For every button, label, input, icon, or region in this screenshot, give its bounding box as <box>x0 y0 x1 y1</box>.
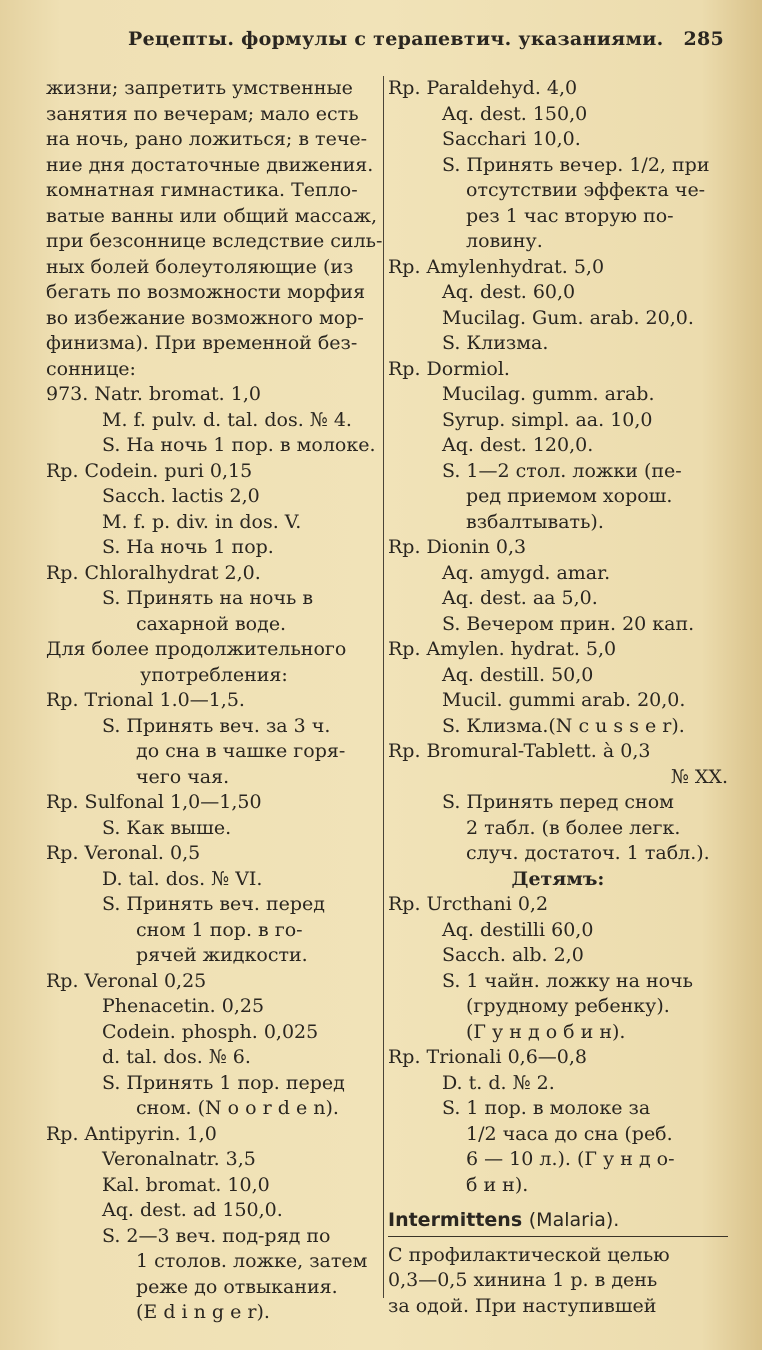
text-line: при безсоннице вследствие силь- <box>46 230 383 252</box>
recipe-line: Mucilag. gumm. arab. <box>442 383 655 405</box>
recipe-line: Aq. dest. 60,0 <box>442 281 576 303</box>
recipe-number-line: 973. Natr. bromat. 1,0 <box>46 383 261 405</box>
recipe-line: ловину. <box>466 230 543 252</box>
recipe-line: Rp. Dionin 0,3 <box>388 536 527 558</box>
recipe-line: сахарной воде. <box>136 612 287 635</box>
recipe-line: Sacchari 10,0. <box>442 128 581 150</box>
text-line: ние дня достаточные движения. <box>46 153 374 176</box>
recipe-line: Rp. Sulfonal 1,0—1,50 <box>46 791 262 813</box>
recipe-line: S. Клизма.(N c u s s e r). <box>442 714 685 737</box>
recipe-line: Veronalnatr. 3,5 <box>102 1148 256 1170</box>
recipe-line: S. 1 чайн. ложку на ночь <box>442 969 693 992</box>
section-subtitle: (Malaria). <box>528 1209 620 1231</box>
recipe-line: (E d i n g e r). <box>136 1301 270 1323</box>
recipe-line: Sacch. alb. 2,0 <box>442 944 584 966</box>
text-line: за одой. При наступившей <box>388 1294 657 1317</box>
text-line: ных болей болеутоляющие (из <box>46 255 354 278</box>
recipe-line: D. tal. dos. № VI. <box>102 867 263 890</box>
section-title: Intermittens <box>388 1209 523 1231</box>
text-line: во избежание возможного мор- <box>46 306 364 329</box>
recipe-line: Rp. Amylenhydrat. 5,0 <box>388 255 605 278</box>
recipe-line: S. На ночь 1 пор. <box>102 536 274 558</box>
recipe-line: Aq. dest. ad 150,0. <box>102 1199 283 1221</box>
recipe-line: S. 1 пор. в молоке за <box>442 1097 651 1119</box>
column-divider <box>383 76 384 1298</box>
recipe-line: S. Вечером прин. 20 кап. <box>442 612 695 635</box>
recipe-line: Phenacetin. 0,25 <box>102 995 265 1017</box>
recipe-line: d. tal. dos. № 6. <box>102 1046 251 1068</box>
recipe-line: сном 1 пор. в го- <box>136 918 303 941</box>
recipe-line: б и н). <box>466 1173 529 1196</box>
recipe-line: Mucil. gummi arab. 20,0. <box>442 689 686 711</box>
recipe-line: Mucilag. Gum. arab. 20,0. <box>442 306 694 329</box>
recipe-line: ред приемом хорош. <box>466 485 673 507</box>
recipe-line: Rp. Veronal. 0,5 <box>46 842 201 864</box>
recipe-line: 6 — 10 л.). (Г у н д о- <box>466 1148 675 1170</box>
recipe-line: S. 1—2 стол. ложки (пе- <box>442 459 682 482</box>
recipe-line: Aq. dest. 120,0. <box>442 434 594 456</box>
text-line: Для более продолжительного <box>46 638 347 660</box>
recipe-line: Rp. Paraldehyd. 4,0 <box>388 77 578 99</box>
recipe-line: Rp. Antipyrin. 1,0 <box>46 1122 217 1145</box>
recipe-line: сном. (N o o r d e n). <box>136 1097 339 1119</box>
recipe-line: S. Клизма. <box>442 332 549 354</box>
recipe-line: S. Принять 1 пор. перед <box>102 1071 345 1094</box>
recipe-line: M. f. p. div. in dos. V. <box>102 510 302 533</box>
text-line: ватые ванны или общий массаж, <box>46 204 378 227</box>
recipe-line: Aq. dest. 150,0 <box>442 102 588 125</box>
recipe-line: реже до отвыкания. <box>136 1275 338 1298</box>
recipe-line: S. Принять веч. перед <box>102 893 325 915</box>
recipe-line: Rp. Trionali 0,6—0,8 <box>388 1046 588 1068</box>
recipe-line: № XX. <box>670 765 728 788</box>
recipe-line: взбалтывать). <box>466 510 604 533</box>
recipe-line: рез 1 час вторую по- <box>466 204 674 227</box>
recipe-line: Aq. amygd. amar. <box>442 561 611 584</box>
page-number: 285 <box>683 28 724 50</box>
recipe-line: Rp. Veronal 0,25 <box>46 969 207 992</box>
recipe-line: Rp. Chloralhydrat 2,0. <box>46 561 261 584</box>
text-line: занятия по вечерам; мало есть <box>46 102 359 125</box>
recipe-line: Syrup. simpl. aa. 10,0 <box>442 408 653 431</box>
right-column <box>388 76 728 1319</box>
text-line: 0,3—0,5 хинина 1 р. в день <box>388 1269 658 1291</box>
recipe-line: S. Принять веч. за 3 ч. <box>102 714 331 737</box>
recipe-line: S. Принять вечер. 1/2, при <box>442 153 710 176</box>
text-line: комнатная гимнастика. Тепло- <box>46 179 358 201</box>
text-line: употребления: <box>140 663 288 686</box>
recipe-line: M. f. pulv. d. tal. dos. № 4. <box>102 408 352 431</box>
text-line: на ночь, рано ложиться; в тече- <box>46 128 368 150</box>
header-title: Рецепты. формулы с терапевтич. указаниями. <box>128 28 664 50</box>
recipe-line: S. Принять на ночь в <box>102 587 314 609</box>
recipe-line: Codein. phosph. 0,025 <box>102 1020 319 1043</box>
recipe-line: 1 столов. ложке, затем <box>136 1250 368 1272</box>
text-line: С профилактической целью <box>388 1243 670 1266</box>
left-column <box>46 76 382 1326</box>
recipe-line: Rp. Dormiol. <box>388 357 510 380</box>
running-header <box>128 28 724 58</box>
recipe-line: Rp. Codein. puri 0,15 <box>46 459 253 482</box>
recipe-line: Rp. Bromural-Tablett. à 0,3 <box>388 740 651 762</box>
recipe-line: (грудному ребенку). <box>466 995 670 1017</box>
recipe-line: чего чая. <box>136 765 230 788</box>
section-heading <box>388 1208 728 1237</box>
text-line: бегать по возможности морфия <box>46 281 366 303</box>
subheading: Детямъ: <box>511 867 605 890</box>
recipe-line: Aq. dest. aa 5,0. <box>442 587 598 609</box>
recipe-line: Aq. destill. 50,0 <box>442 663 594 686</box>
recipe-line: S. Как выше. <box>102 816 232 839</box>
text-line: финизма). При временной без- <box>46 332 358 354</box>
text-line: жизни; запретить умственные <box>46 77 353 99</box>
recipe-line: Sacch. lactis 2,0 <box>102 485 260 507</box>
recipe-line: отсутствии эффекта че- <box>466 179 706 201</box>
recipe-line: рячей жидкости. <box>136 944 308 966</box>
recipe-line: Rp. Trional 1.0—1,5. <box>46 689 245 711</box>
recipe-line: 2 табл. (в более легк. <box>466 816 681 839</box>
recipe-line: S. На ночь 1 пор. в молоке. <box>102 434 376 456</box>
recipe-line: Aq. destilli 60,0 <box>442 918 594 941</box>
recipe-line: S. Принять перед сном <box>442 791 674 813</box>
text-line: соннице: <box>46 357 136 380</box>
recipe-line: D. t. d. № 2. <box>442 1071 555 1094</box>
recipe-line: 1/2 часа до сна (реб. <box>466 1122 673 1145</box>
recipe-line: случ. достаточ. 1 табл.). <box>466 842 710 864</box>
recipe-line: Kal. bromat. 10,0 <box>102 1173 270 1196</box>
recipe-line: (Г у н д о б и н). <box>466 1020 626 1043</box>
recipe-line: S. 2—3 веч. под-ряд по <box>102 1224 331 1247</box>
recipe-line: до сна в чашке горя- <box>136 740 346 762</box>
recipe-line: Rp. Urcthani 0,2 <box>388 893 549 915</box>
recipe-line: Rp. Amylen. hydrat. 5,0 <box>388 638 617 660</box>
